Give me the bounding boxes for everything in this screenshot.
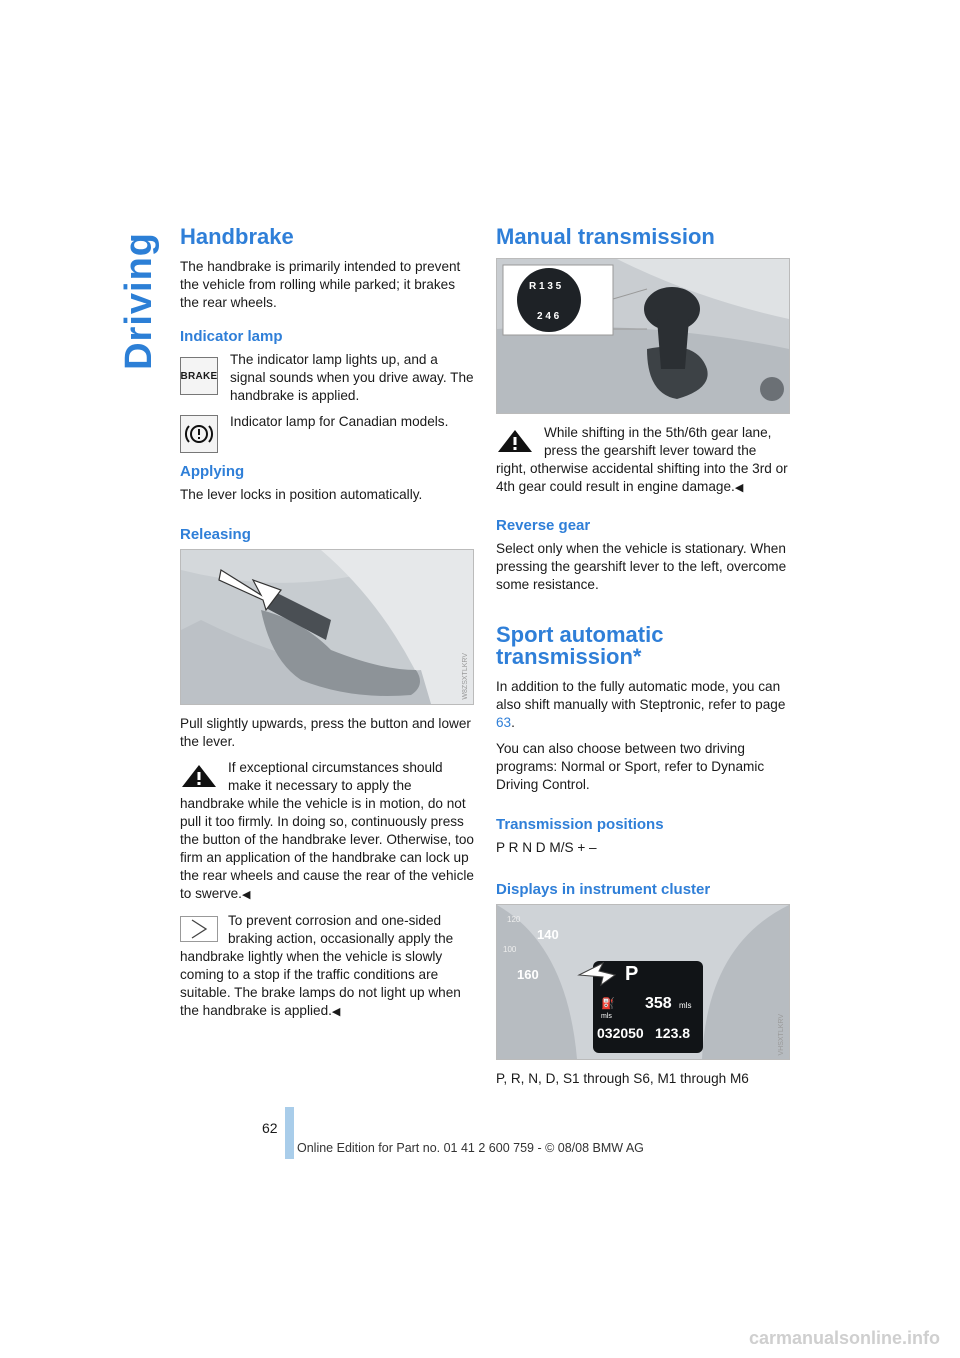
cluster-range-unit: mls (679, 1001, 692, 1010)
brake-lamp-label: BRAKE (180, 370, 218, 382)
gearshift-image (496, 258, 790, 414)
handbrake-lever-image (180, 549, 474, 705)
sport-automatic-heading: Sport automatic transmission* (496, 622, 664, 669)
applying-text: The lever locks in position automatically. (180, 487, 423, 502)
handbrake-intro: The handbrake is primarily intended to prevent the vehicle from rolling while parked; it brakes the rear wheels. (180, 259, 461, 310)
sport-text-1-post: . (511, 715, 515, 730)
footer-edition-text: Online Edition for Part no. 01 41 2 600 759 - © 08/08 BMW AG (297, 1141, 644, 1155)
handbrake-illustration (181, 550, 473, 704)
cluster-odometer: 032050 (597, 1025, 644, 1041)
chapter-side-title: Driving (118, 232, 160, 370)
warning-triangle-icon (180, 763, 218, 789)
manual-warning-text: While shifting in the 5th/6th gear lane, press the gearshift lever toward the right, otherwise accidental shifting into the 3rd or 4th gear could result in engine damage. (496, 425, 788, 494)
left-column (180, 226, 474, 1029)
gear-pattern-label-top: R 1 3 5 (529, 281, 562, 292)
releasing-text: Pull slightly upwards, press the button and lower the lever. (180, 716, 471, 749)
releasing-image-code: W8ZSXTLKRV (462, 653, 469, 700)
sport-text-2: You can also choose between two driving programs: Normal or Sport, refer to Dynamic Driving Control. (496, 741, 765, 792)
manual-transmission-heading: Manual transmission (496, 224, 715, 249)
watermark: carmanualsonline.info (748, 1328, 940, 1348)
reverse-gear-heading: Reverse gear (496, 517, 591, 534)
handbrake-heading: Handbrake (180, 224, 294, 249)
indicator-text-1: The indicator lamp lights up, and a signal sounds when you drive away. The handbrake is applied. (230, 352, 474, 403)
cluster-unit-small: mls (601, 1013, 612, 1020)
page-number: 62 (262, 1120, 278, 1136)
warning-note (180, 759, 474, 904)
note-triangle-icon (180, 916, 218, 942)
displays-heading: Displays in instrument cluster (496, 881, 711, 898)
cluster-gear-indicator: P (625, 963, 639, 985)
cluster-speed-label-2: 160 (517, 967, 539, 982)
warning-end-mark: ◀ (241, 889, 251, 901)
warning-text: If exceptional circumstances should make it necessary to apply the handbrake while the vehicle is in motion, do not pull it too firmly. In doing so, continuously press the button of the handbrake lever. Otherwise, too firm an application of the handbrake can lock up the rear wheels and cause the rear of the vehicle to swerve. (180, 760, 474, 901)
applying-heading: Applying (180, 463, 245, 480)
cluster-speed-label-3: 120 (507, 915, 521, 924)
gear-pattern-label-bottom: 2 4 6 (537, 311, 560, 322)
transmission-positions-heading: Transmission positions (496, 816, 664, 833)
page-63-link[interactable]: 63 (496, 715, 512, 730)
brake-indicator-row (180, 351, 474, 405)
indicator-lamp-heading: Indicator lamp (180, 328, 283, 345)
sport-text-1-pre: In addition to the fully automatic mode, you can also shift manually with Steptronic, refer to page (496, 679, 786, 712)
right-column (496, 226, 790, 1096)
cluster-speed-label-4: 100 (503, 945, 517, 954)
reverse-gear-text: Select only when the vehicle is stationary. When pressing the gearshift lever to the left, overcome some resistance. (496, 541, 787, 592)
brake-lamp-icon (180, 357, 218, 395)
tip-note (180, 912, 474, 1021)
transmission-positions-text: P R N D M/S + – (496, 840, 597, 855)
canada-indicator-row (180, 413, 474, 455)
instrument-cluster-image (496, 904, 790, 1060)
warning-triangle-icon (496, 428, 534, 454)
releasing-heading: Releasing (180, 526, 251, 543)
cluster-range-value: 358 (645, 995, 672, 1012)
indicator-text-2: Indicator lamp for Canadian models. (230, 414, 449, 429)
tip-text: To prevent corrosion and one-sided braking action, occasionally apply the handbrake lightly when the vehicle is slowly coming to a stop if the traffic conditions are suitable. The brake lamps do not light up when the handbrake is applied. (180, 913, 461, 1018)
sport-text-1 (496, 678, 790, 732)
displays-text: P, R, N, D, S1 through S6, M1 through M6 (496, 1071, 749, 1086)
manual-warning-note (496, 424, 790, 497)
tip-end-mark: ◀ (331, 1006, 341, 1018)
cluster-image-code: VHSXTLKRV (778, 1013, 785, 1055)
footer-accent-bar (285, 1107, 294, 1159)
cluster-speed-label-1: 140 (537, 927, 559, 942)
cluster-trip: 123.8 (655, 1025, 691, 1041)
manual-warning-end-mark: ◀ (734, 482, 744, 494)
canadian-brake-lamp-icon (180, 415, 218, 453)
cluster-fuel-icon: ⛽ (601, 998, 615, 1010)
